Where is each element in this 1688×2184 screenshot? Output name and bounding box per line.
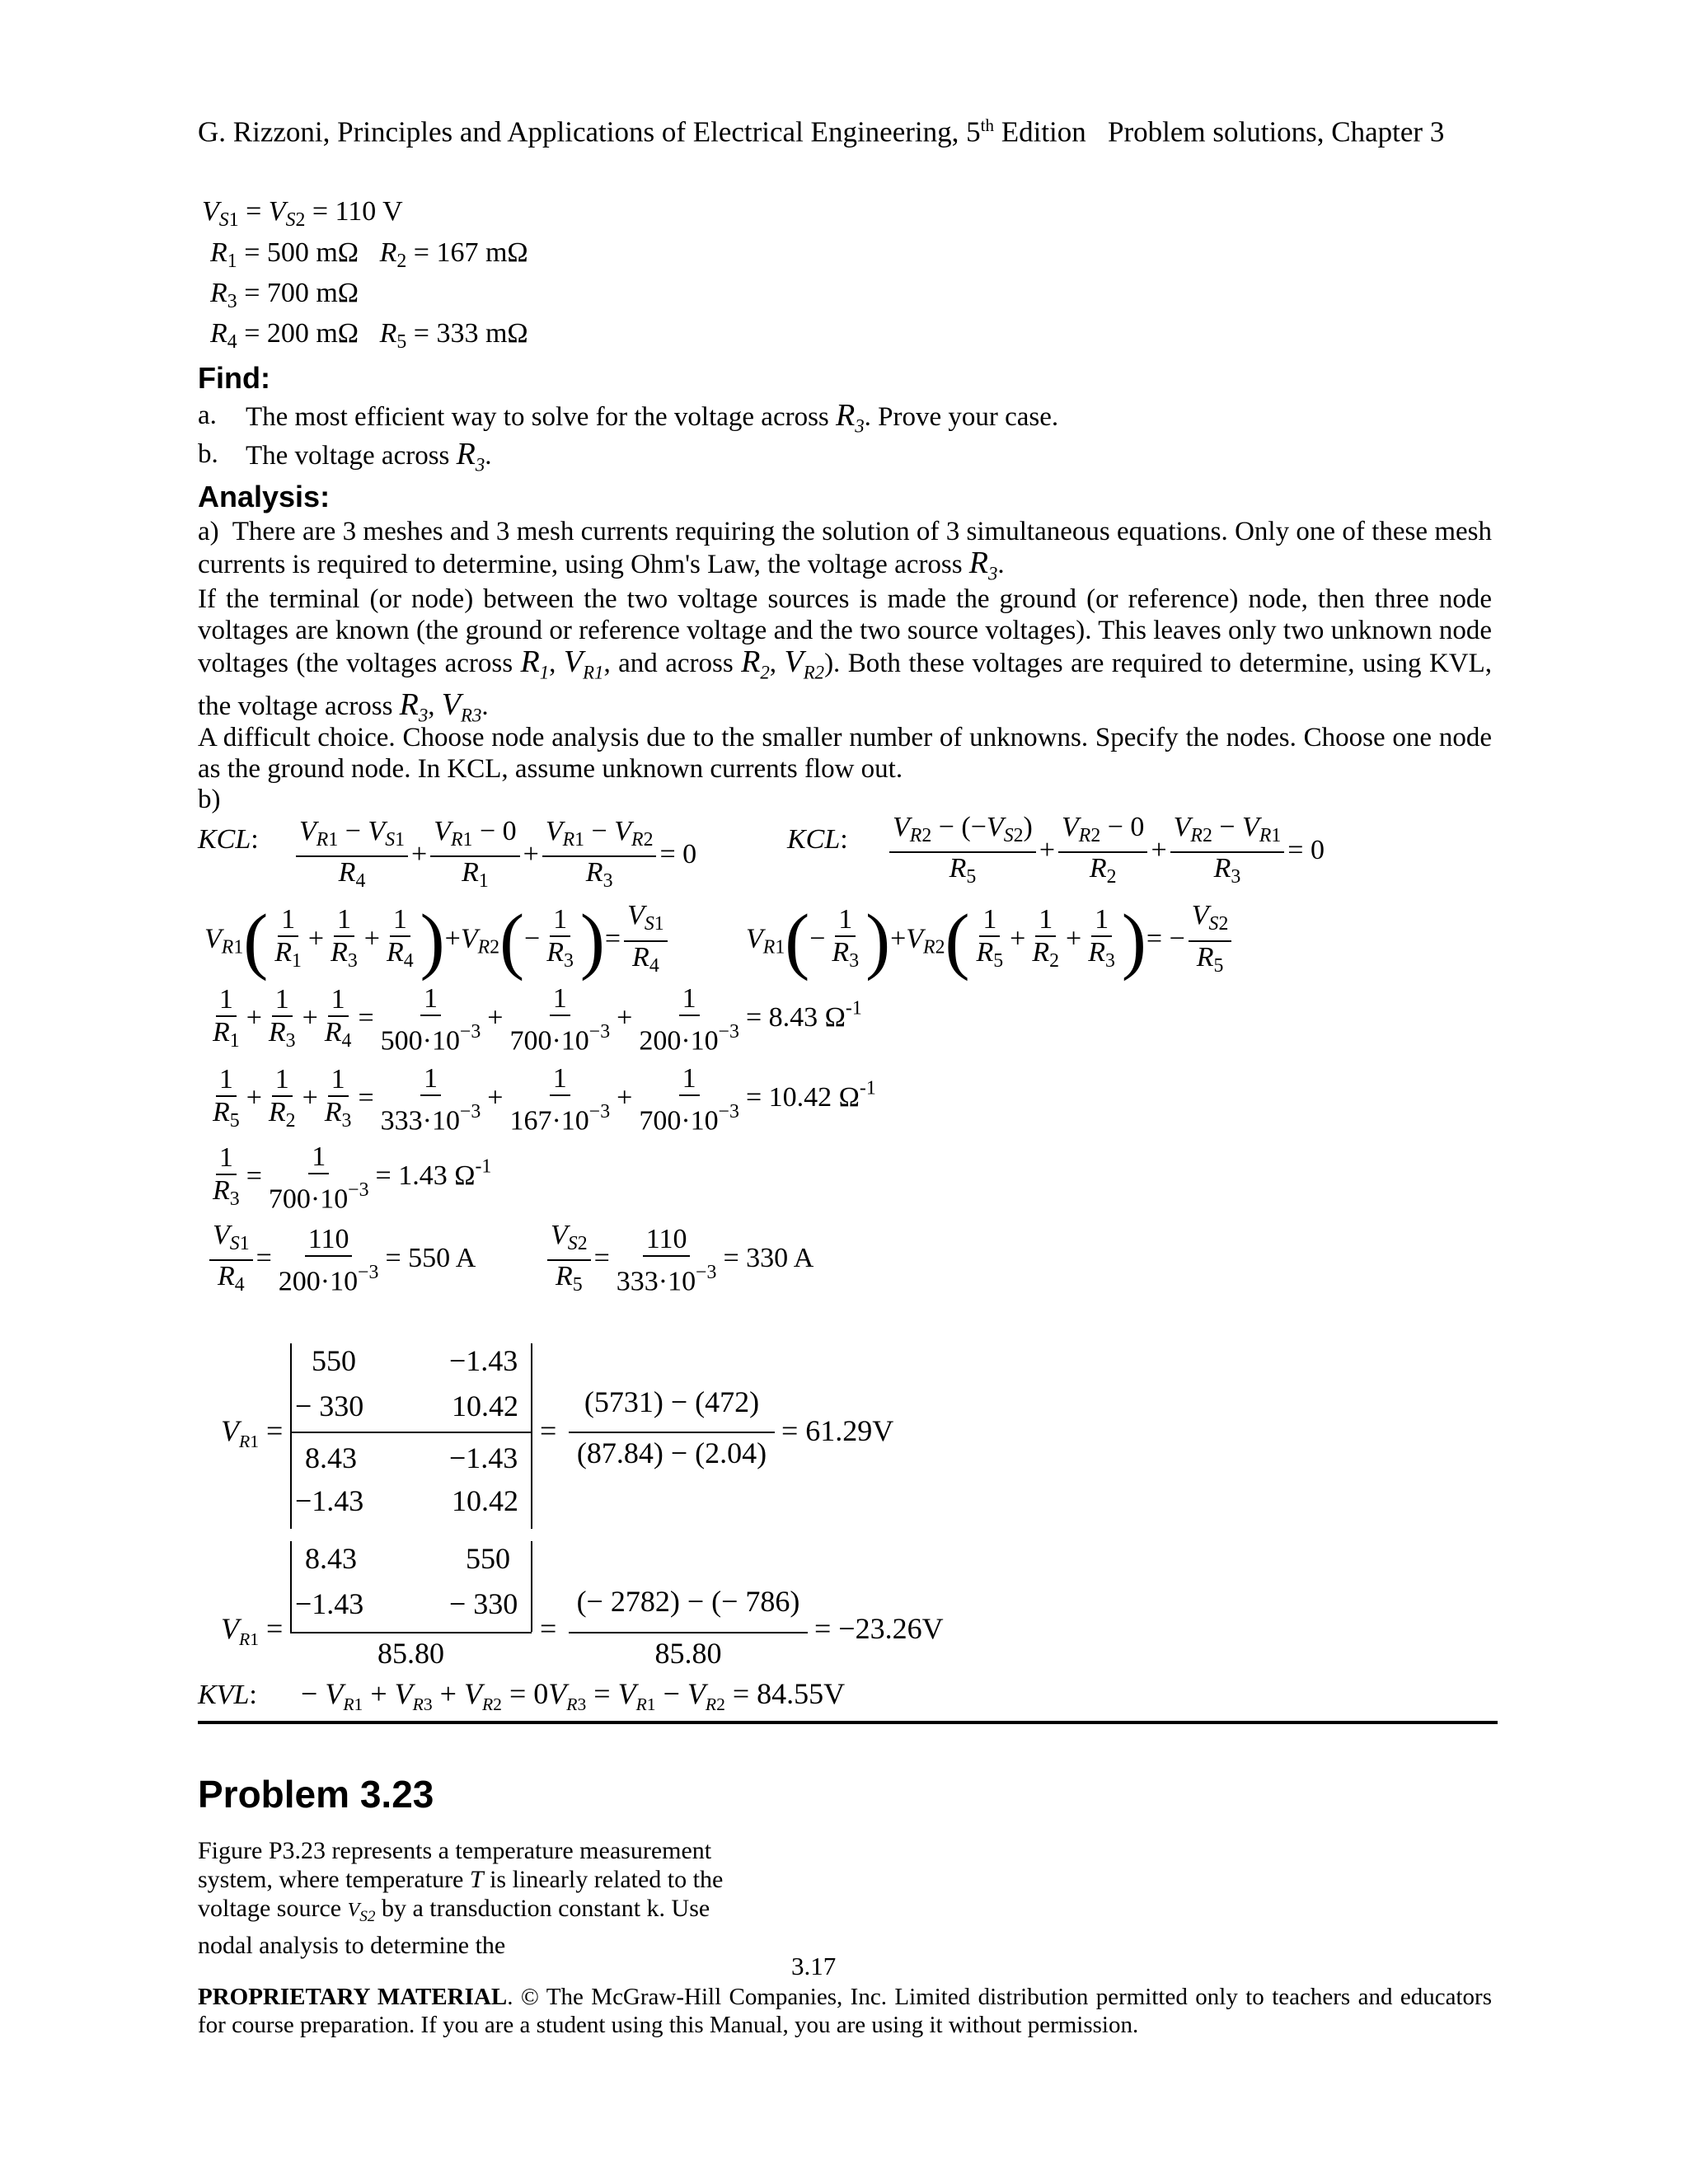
problem-title: Problem 3.23 (198, 1773, 434, 1816)
given-r3: $R_3 = 700$ mΩ (210, 278, 359, 313)
det1-cell-g: −1.43 (295, 1484, 364, 1517)
det1-frac-line (569, 1432, 775, 1433)
det2-cell-d: − 330 (449, 1587, 518, 1620)
det1-cell-h: 10.42 (452, 1484, 518, 1517)
kcl-label-2: KCL: (787, 824, 848, 855)
conductance-r3: $\frac{1}{R_3}$ = $\frac{1}{700\cdot 10^{-3}}$ = 1.43 $\Omega^{-1}$ (213, 1141, 492, 1215)
given-vs: $V_{S1} = V_{S2} = 110$ V (202, 196, 403, 232)
footer-text: . © The McGraw-Hill Companies, Inc. Limited distribution permitted only to teachers and educators for course preparation. If you are a student using this Manual, you are using it without permission. (198, 1984, 1492, 2038)
problem-text: Figure P3.23 represents a temperature measurement system, where temperature T is linearly related to the voltage source $V_{S2}$ by a transduction constant k. Use nodal analysis to determine the (198, 1837, 724, 1959)
vr1-label-1: $V_{R1}$ = (221, 1414, 284, 1452)
conductance-sum-1: $\frac{1}{R_1}$ + $\frac{1}{R_3}$ + $\frac{1}{R_4}$ = $\frac{1}{500\cdot 10^{-3}}$ + $\frac{1}{700\cdot 10^{-3}}$ + $\frac{1}{200\cdot 10^{-3}}$ = 8.43 $\Omega^{-1}$ (213, 983, 862, 1057)
det2-den-expr: 85.80 (654, 1637, 722, 1670)
det2-equals: = (540, 1612, 557, 1645)
det1-den-right-bar (531, 1438, 532, 1529)
conductance-sum-2: $\frac{1}{R_5}$ + $\frac{1}{R_2}$ + $\frac{1}{R_3}$ = $\frac{1}{333\cdot 10^{-3}}$ + $\frac{1}{167\cdot 10^{-3}}$ + $\frac{1}{700\cdot 10^{-3}}$ = 10.42 $\Omega^{-1}$ (213, 1063, 876, 1137)
analysis-paragraph-1: a) There are 3 meshes and 3 mesh currents requiring the solution of 3 simultaneous equations. Only one of these mesh currents is required to determine, using Ohm's Law, the voltage across $R_3$. (198, 517, 1492, 584)
det2-num-expr: (− 2782) − (− 786) (576, 1585, 800, 1618)
section-divider (198, 1721, 1498, 1724)
kvl-label: KVL: (198, 1680, 257, 1710)
det2-frac-line (569, 1632, 808, 1633)
det1-cell-a: 550 (312, 1344, 356, 1377)
det1-cell-b: −1.43 (449, 1344, 518, 1377)
footer-bold: PROPRIETARY MATERIAL (198, 1984, 508, 2010)
node-equation-1: $V_{R1}$( $\frac{1}{R_1}$ + $\frac{1}{R_3}$ + $\frac{1}{R_4}$ )$+V_{R2}(-$ $\frac{1}{R_3}$ )= $\frac{V_{S1}}{R_4}$ (204, 898, 671, 983)
det1-cell-e: 8.43 (305, 1441, 357, 1474)
kvl-equation: − $V_{R1} + V_{R3} + V_{R2} = 0V_{R3} = V_{R1} - V_{R2} = 84.55V$ (301, 1677, 846, 1715)
source-current-2: $\frac{V_{S2}}{R_5}$ = $\frac{110}{333\cdot 10^{-3}}$ = 330 A (544, 1220, 814, 1301)
vr2-label: $V_{R1}$ = (221, 1612, 284, 1650)
det2-left-bar (290, 1541, 292, 1632)
page-header: G. Rizzoni, Principles and Applications of Electrical Engineering, 5th Edition Problem solutions, Chapter 3 (198, 115, 1445, 148)
find-a-text: The most efficient way to solve for the voltage across $R_3$. Prove your case. (246, 398, 1059, 437)
page-number: 3.17 (791, 1952, 837, 1980)
analysis-heading: Analysis: (198, 480, 331, 513)
det2-cell-b: 550 (466, 1542, 510, 1575)
analysis-part-b: b) (198, 785, 221, 814)
given-r4-r5: $R_4 = 200$ mΩ $R_5 = 333$ mΩ (210, 318, 528, 354)
det1-equals: = (540, 1414, 557, 1447)
kcl-equation-1: $\frac{V_{R1} - V_{S1}}{R_4}$ + $\frac{V_{R1} - 0}{R_1}$ + $\frac{V_{R1} - V_{R2}}{R_3}$ = 0 (293, 816, 696, 897)
det2-cell-a: 8.43 (305, 1542, 357, 1575)
analysis-paragraph-2: If the terminal (or node) between the two voltage sources is made the ground (or reference) node, then three node voltages are known (the ground or reference voltage and the two source voltages). This leaves only two unknown node voltages (the voltages across $R_1$, $V_{R1}$, and across $R_2$, $V_{R2}$). Both these voltages are required to determine, using KVL, the voltage across $R_3$, $V_{R3}$. (198, 584, 1493, 726)
det1-result: = 61.29V (781, 1414, 894, 1447)
det2-result: = −23.26V (814, 1612, 944, 1645)
find-a-label: a. (198, 401, 217, 430)
det1-den-left-bar (290, 1438, 292, 1529)
kcl-equation-2: $\frac{V_{R2} - (-V_{S2})}{R_5}$ + $\frac{V_{R2} - 0}{R_2}$ + $\frac{V_{R2} - V_{R1}}{R_3}$ = 0 (886, 812, 1325, 893)
det1-cell-f: −1.43 (449, 1441, 518, 1474)
det2-den: 85.80 (377, 1637, 444, 1670)
det1-cell-c: − 330 (295, 1390, 364, 1422)
det1-divider (290, 1432, 532, 1433)
det1-cell-d: 10.42 (452, 1390, 518, 1422)
analysis-paragraph-3: A difficult choice. Choose node analysis due to the smaller number of unknowns. Specify the nodes. Choose one node as the ground node. In KCL, assume unknown currents flow out. (198, 723, 1492, 784)
det2-cell-c: −1.43 (295, 1587, 364, 1620)
find-heading: Find: (198, 361, 270, 395)
source-current-1: $\frac{V_{S1}}{R_4}$ = $\frac{110}{200\cdot 10^{-3}}$ = 550 A (206, 1220, 476, 1301)
copyright-footer (198, 1983, 1492, 2039)
det1-num-expr: (5731) − (472) (584, 1385, 760, 1418)
find-b-text: The voltage across $R_3$. (246, 437, 492, 476)
det2-divider (290, 1632, 532, 1633)
node-equation-2: $V_{R1}(-$ $\frac{1}{R_3}$ )$+V_{R2}$( $\frac{1}{R_5}$ + $\frac{1}{R_2}$ + $\frac{1}{R_3}$ )= − $\frac{V_{S2}}{R_5}$ (746, 898, 1235, 983)
kcl-label-1: KCL: (198, 824, 259, 855)
find-b-label: b. (198, 439, 218, 469)
given-r1-r2: $R_1 = 500$ mΩ $R_2 = 167$ mΩ (210, 237, 528, 273)
det1-den-expr: (87.84) − (2.04) (576, 1436, 767, 1469)
det2-right-bar (531, 1541, 532, 1632)
